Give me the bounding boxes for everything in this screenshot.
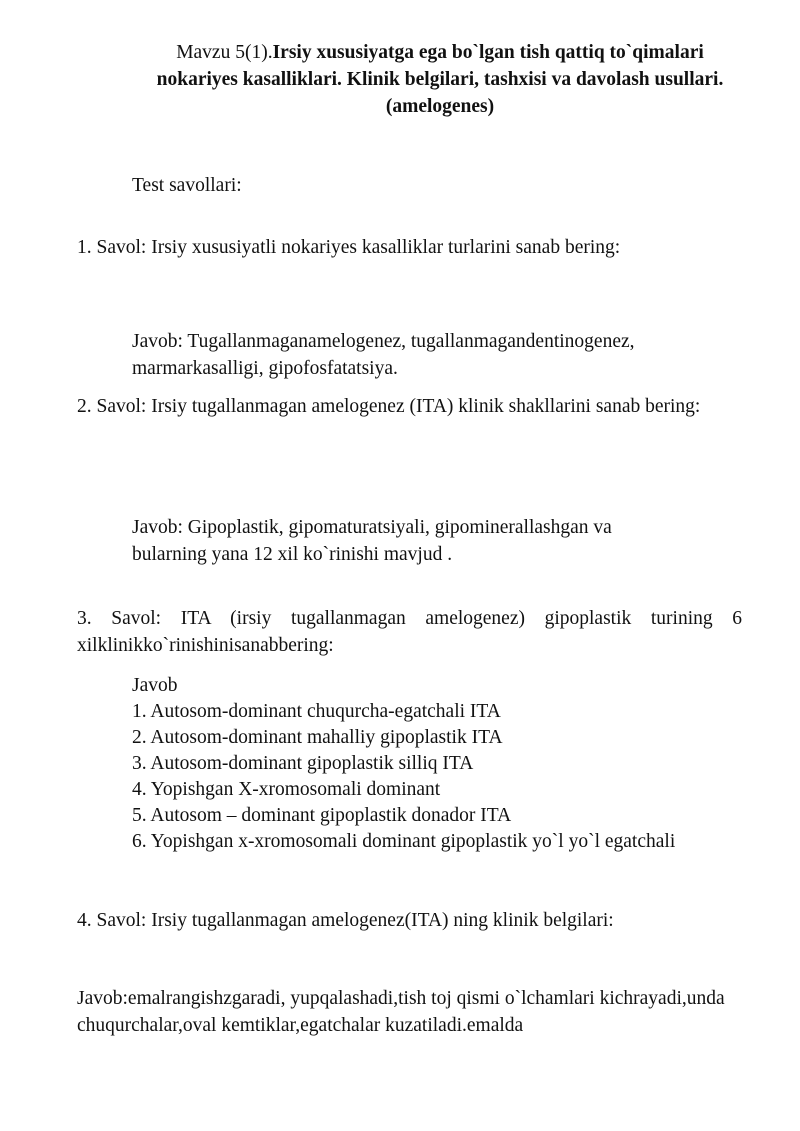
question-4: 4. Savol: Irsiy tugallanmagan amelogenez(ITA) ning klinik belgilari: xyxy=(77,910,614,931)
list-item: 5. Autosom – dominant gipoplastik donador ITA xyxy=(132,805,512,826)
section-heading: Test savollari: xyxy=(132,175,242,196)
title-bold-text: Irsiy xususiyatga ega bo`lgan tish qattiq to`qimalari nokariyes kasalliklari. Klinik belgilari, tashxisi va davolash usullari.(amelogenes) xyxy=(156,42,724,117)
answer-3-label: Javob xyxy=(132,675,178,696)
question-3: 3. Savol: ITA (irsiy tugallanmagan amelogenez) gipoplastik turining 6 xilklinikko`rinishinisanabbering: xyxy=(77,608,742,656)
answer-3 xyxy=(132,673,752,855)
answer-3-list xyxy=(132,699,752,855)
list-item: 1. Autosom-dominant chuqurcha-egatchali ITA xyxy=(132,701,501,722)
question-1: 1. Savol: Irsiy xususiyatli nokariyes kasalliklar turlarini sanab bering: xyxy=(77,237,621,258)
list-item: 4. Yopishgan X-xromosomali dominant xyxy=(132,779,441,800)
answer-1: Javob: Tugallanmaganamelogenez, tugallanmagandentinogenez, marmarkasalligi, gipofosfatatsiya. xyxy=(132,331,635,379)
question-2: 2. Savol: Irsiy tugallanmagan amelogenez (ITA) klinik shakllarini sanab bering: xyxy=(77,396,701,417)
document-title xyxy=(140,39,740,120)
list-item: 2. Autosom-dominant mahalliy gipoplastik ITA xyxy=(132,727,503,748)
list-item: 3. Autosom-dominant gipoplastik silliq ITA xyxy=(132,753,474,774)
answer-2: Javob: Gipoplastik, gipomaturatsiyali, gipominerallashgan va bularning yana 12 xil ko`rinishi mavjud . xyxy=(132,517,612,565)
answer-4: Javob:emalrangishzgaradi, yupqalashadi,tish toj qismi o`lchamlari kichrayadi,unda chuqurchalar,oval kemtiklar,egatchalar kuzatiladi.emalda xyxy=(77,988,725,1036)
list-item: 6. Yopishgan x-xromosomali dominant gipoplastik yo`l yo`l egatchali xyxy=(132,831,676,852)
title-prefix: Mavzu 5(1). xyxy=(176,42,273,63)
